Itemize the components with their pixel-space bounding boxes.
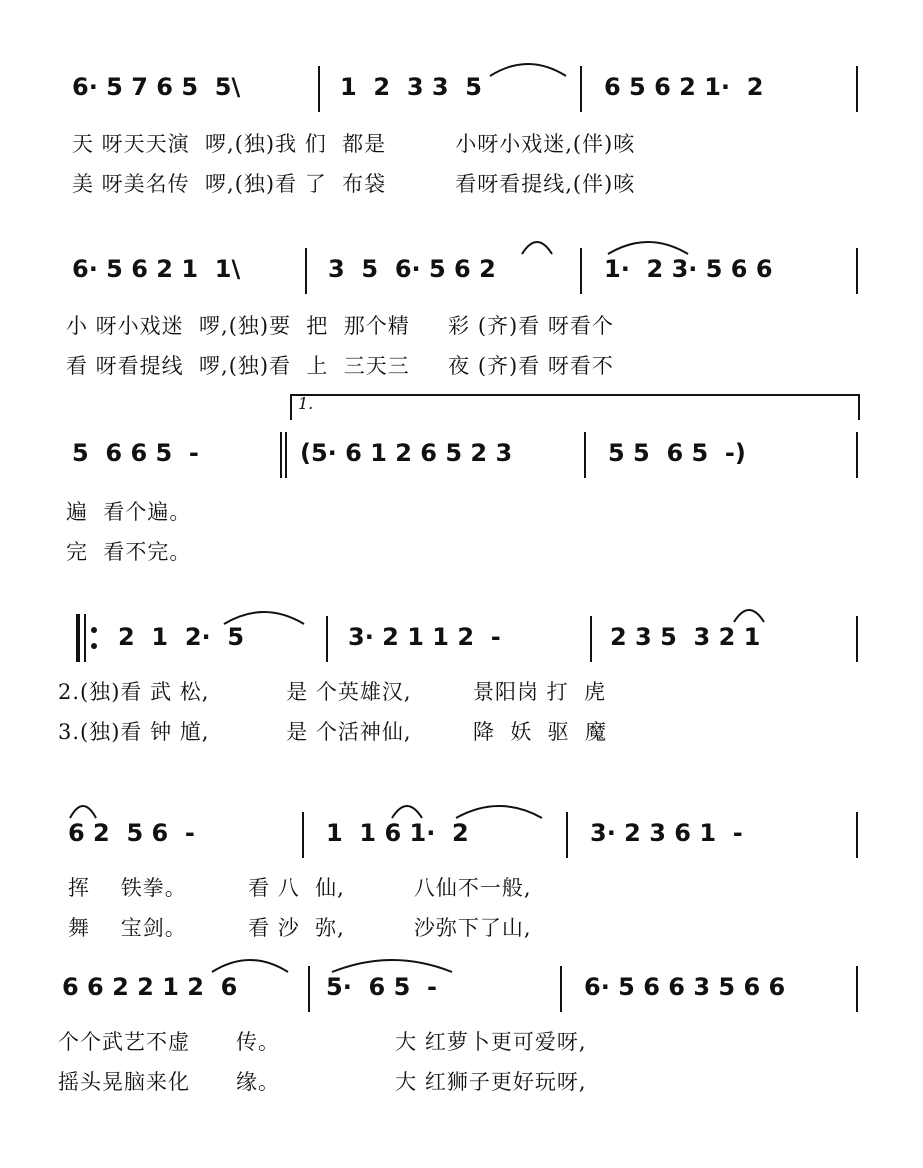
measure-2-3: 1· 2 3· 5 6 6 [604,255,773,283]
measure-6-2: 5· 6 5 - [326,973,437,1001]
slur [520,236,554,256]
slur [606,236,690,256]
lyric-line-8: 3.(独)看 钟 馗, 是 个活神仙, 降 妖 驱 魔 [58,720,608,744]
barline [302,812,304,858]
measure-5-1: 6 2 5 6 - [68,819,195,847]
barline [285,432,287,478]
slur [390,800,424,820]
barline [560,966,562,1012]
measure-6-1: 6 6 2 2 1 2 6 [62,973,238,1001]
lyric-line-5: 遍 看个遍。 [66,500,192,524]
measure-5-2: 1 1 6 1· 2 [326,819,469,847]
lyric-line-1: 天 呀天天演 啰,(独)我 们 都是 小呀小戏迷,(伴)咳 [72,132,636,156]
volta-label: 1. [298,394,314,413]
barline [584,432,586,478]
lyric-line-2: 美 呀美名传 啰,(独)看 了 布袋 看呀看提线,(伴)咳 [72,172,636,196]
lyric-line-7: 2.(独)看 武 松, 是 个英雄汉, 景阳岗 打 虎 [58,680,606,704]
barline [590,616,592,662]
slur [210,954,290,974]
measure-3-1: 5 6 6 5 - [72,439,199,467]
lyric-line-6: 完 看不完。 [66,540,192,564]
slur [330,954,454,974]
lyric-line-3: 小 呀小戏迷 啰,(独)要 把 那个精 彩 (齐)看 呀看个 [66,314,614,338]
measure-3-3: 5 5 6 5 -) [608,439,746,467]
slur [68,800,98,820]
barline [280,432,282,478]
barline [856,248,858,294]
measure-6-3: 6· 5 6 6 3 5 6 6 [584,973,786,1001]
lyric-line-9: 挥 铁拳。 看 八 仙, 八仙不一般, [68,876,532,900]
barline [326,616,328,662]
barline [308,966,310,1012]
barline [318,66,320,112]
slur [222,606,306,626]
lyric-line-11: 个个武艺不虚 传。 大 红萝卜更可爱呀, [58,1030,587,1054]
measure-3-2: (5· 6 1 2 6 5 2 3 [300,439,513,467]
barline [856,966,858,1012]
barline [856,432,858,478]
slur [454,800,544,820]
slur [488,58,568,78]
measure-4-2: 3· 2 1 1 2 - [348,623,501,651]
volta-first-ending [290,394,860,420]
barline [580,248,582,294]
barline [856,66,858,112]
measure-4-3: 2 3 5 3 2 1 [610,623,761,651]
measure-2-2: 3 5 6· 5 6 2 [328,255,496,283]
barline [305,248,307,294]
measure-5-3: 3· 2 3 6 1 - [590,819,743,847]
slur [732,604,766,624]
barline [856,812,858,858]
barline [856,616,858,662]
repeat-start-sign [76,614,106,664]
measure-1-2: 1 2 3 3 5 [340,73,482,101]
barline [566,812,568,858]
measure-2-1: 6· 5 6 2 1 1\ [72,255,241,283]
measure-4-1: 2 1 2· 5 [118,623,245,651]
measure-1-3: 6 5 6 2 1· 2 [604,73,764,101]
measure-1-1: 6· 5 7 6 5 5\ [72,73,241,101]
lyric-line-10: 舞 宝剑。 看 沙 弥, 沙弥下了山, [68,916,532,940]
lyric-line-12: 摇头晃脑来化 缘。 大 红狮子更好玩呀, [58,1070,587,1094]
lyric-line-4: 看 呀看提线 啰,(独)看 上 三天三 夜 (齐)看 呀看不 [66,354,614,378]
barline [580,66,582,112]
